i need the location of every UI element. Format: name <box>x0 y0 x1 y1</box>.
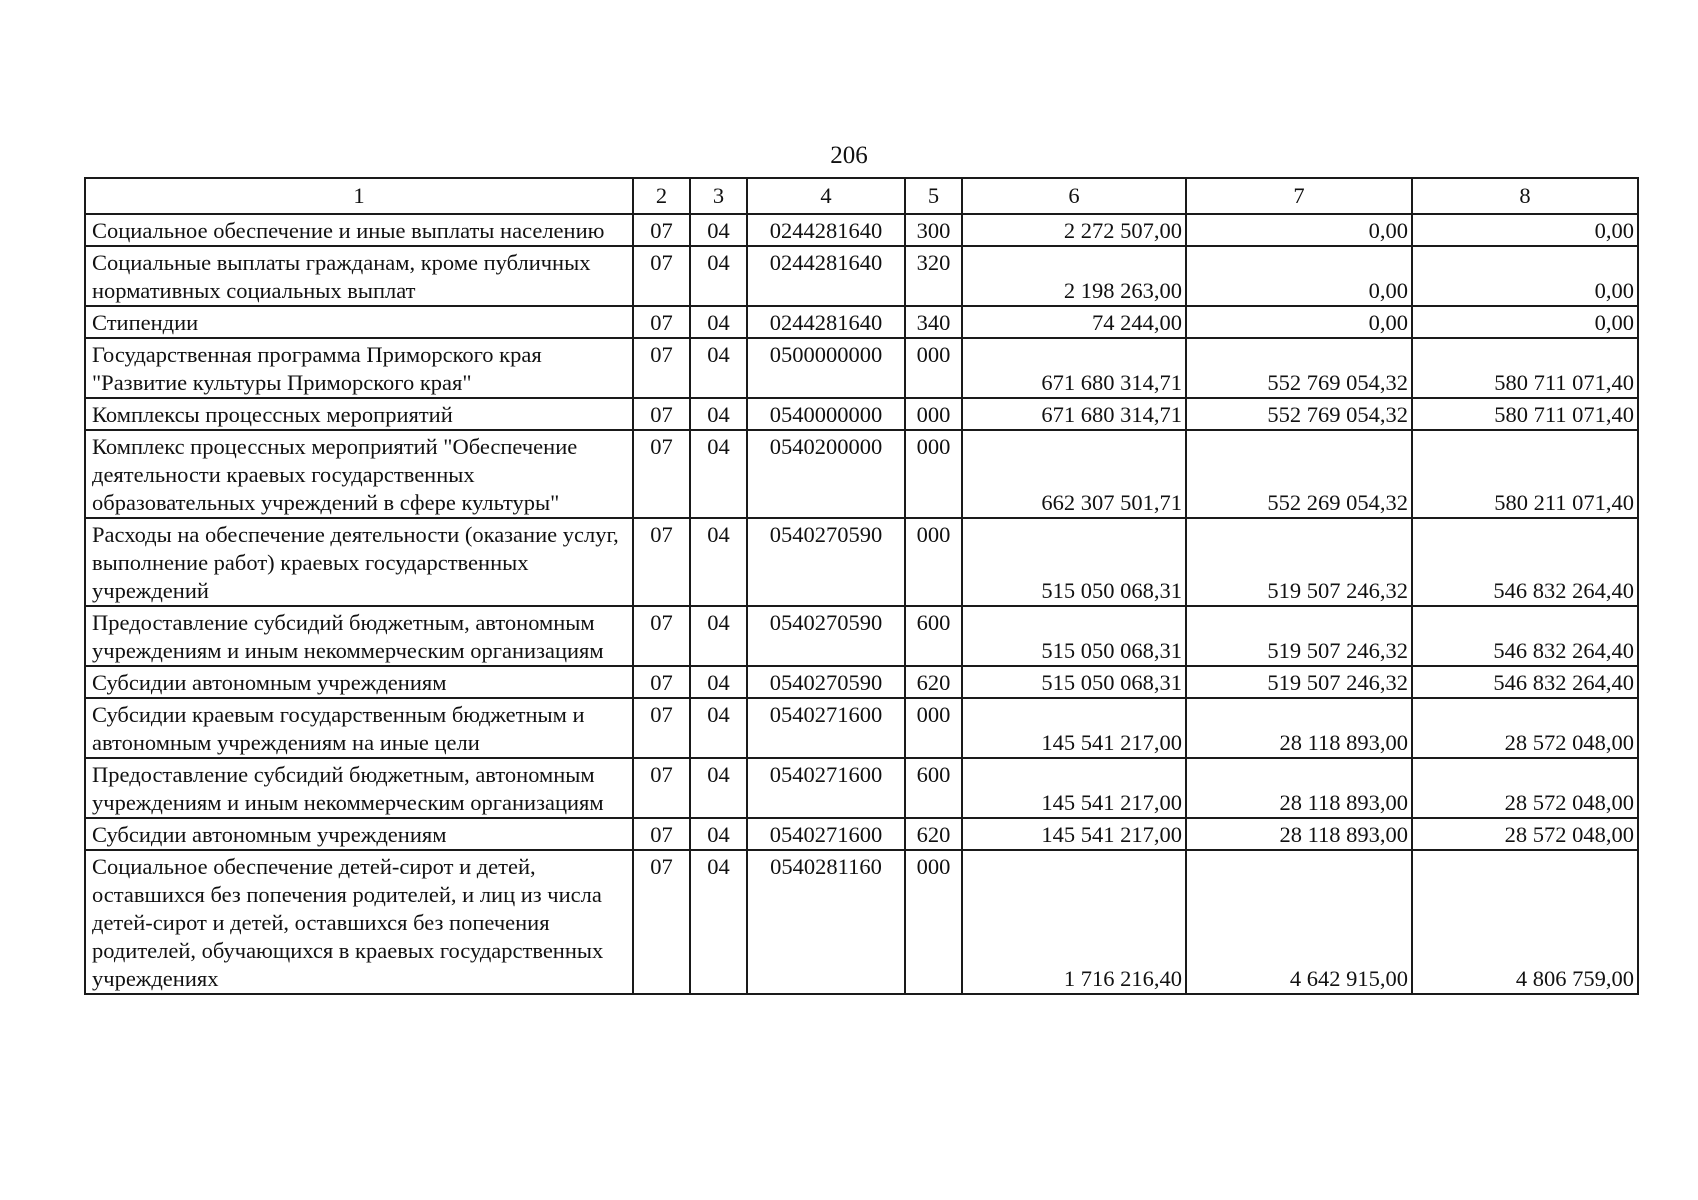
target-article-cell: 0500000000 <box>747 338 905 398</box>
target-article-cell: 0244281640 <box>747 214 905 246</box>
section-code-cell: 07 <box>633 306 690 338</box>
subsection-code-cell: 04 <box>690 818 747 850</box>
row-name-cell: Субсидии автономным учреждениям <box>85 818 633 850</box>
expense-type-cell: 000 <box>905 398 962 430</box>
expense-type-cell: 000 <box>905 518 962 606</box>
expense-type-cell: 600 <box>905 758 962 818</box>
table-row <box>85 758 1638 818</box>
table-row <box>85 698 1638 758</box>
row-name-cell: Предоставление субсидий бюджетным, автономным учреждениям и иным некоммерческим организациям <box>85 606 633 666</box>
amount-2-cell: 552 769 054,32 <box>1186 398 1412 430</box>
section-code-cell: 07 <box>633 698 690 758</box>
target-article-cell: 0540281160 <box>747 850 905 994</box>
expense-type-cell: 320 <box>905 246 962 306</box>
subsection-code-cell: 04 <box>690 338 747 398</box>
amount-2-cell: 0,00 <box>1186 306 1412 338</box>
row-name-cell: Социальные выплаты гражданам, кроме публичных нормативных социальных выплат <box>85 246 633 306</box>
amount-1-cell: 515 050 068,31 <box>962 606 1186 666</box>
row-name-cell: Социальное обеспечение детей-сирот и детей, оставшихся без попечения родителей, и лиц из числа детей-сирот и детей, оставшихся без попечения родителей, обучающихся в краевых государственных учреждениях <box>85 850 633 994</box>
amount-3-cell: 580 711 071,40 <box>1412 398 1638 430</box>
section-code-cell: 07 <box>633 338 690 398</box>
amount-1-cell: 671 680 314,71 <box>962 338 1186 398</box>
subsection-code-cell: 04 <box>690 306 747 338</box>
amount-3-cell: 28 572 048,00 <box>1412 818 1638 850</box>
table-row <box>85 430 1638 518</box>
table-row <box>85 398 1638 430</box>
table-row <box>85 246 1638 306</box>
amount-2-cell: 519 507 246,32 <box>1186 518 1412 606</box>
subsection-code-cell: 04 <box>690 666 747 698</box>
amount-2-cell: 4 642 915,00 <box>1186 850 1412 994</box>
amount-3-cell: 580 211 071,40 <box>1412 430 1638 518</box>
table-row <box>85 818 1638 850</box>
expense-type-cell: 000 <box>905 430 962 518</box>
expense-type-cell: 340 <box>905 306 962 338</box>
expense-type-cell: 000 <box>905 698 962 758</box>
amount-2-cell: 552 769 054,32 <box>1186 338 1412 398</box>
amount-1-cell: 145 541 217,00 <box>962 758 1186 818</box>
amount-2-cell: 28 118 893,00 <box>1186 758 1412 818</box>
row-name-cell: Комплексы процессных мероприятий <box>85 398 633 430</box>
column-header-name: 1 <box>85 178 633 214</box>
expense-type-cell: 620 <box>905 666 962 698</box>
subsection-code-cell: 04 <box>690 430 747 518</box>
target-article-cell: 0540271600 <box>747 818 905 850</box>
amount-1-cell: 2 272 507,00 <box>962 214 1186 246</box>
section-code-cell: 07 <box>633 214 690 246</box>
amount-3-cell: 4 806 759,00 <box>1412 850 1638 994</box>
subsection-code-cell: 04 <box>690 214 747 246</box>
amount-1-cell: 145 541 217,00 <box>962 818 1186 850</box>
column-header-amount-3: 8 <box>1412 178 1638 214</box>
amount-2-cell: 28 118 893,00 <box>1186 818 1412 850</box>
row-name-cell: Комплекс процессных мероприятий "Обеспечение деятельности краевых государственных образовательных учреждений в сфере культуры" <box>85 430 633 518</box>
table-row <box>85 306 1638 338</box>
row-name-cell: Расходы на обеспечение деятельности (оказание услуг, выполнение работ) краевых государственных учреждений <box>85 518 633 606</box>
expense-type-cell: 600 <box>905 606 962 666</box>
subsection-code-cell: 04 <box>690 518 747 606</box>
amount-1-cell: 515 050 068,31 <box>962 666 1186 698</box>
table-body <box>85 214 1638 994</box>
amount-3-cell: 546 832 264,40 <box>1412 666 1638 698</box>
table-row <box>85 338 1638 398</box>
column-header-amount-2: 7 <box>1186 178 1412 214</box>
section-code-cell: 07 <box>633 246 690 306</box>
amount-1-cell: 1 716 216,40 <box>962 850 1186 994</box>
section-code-cell: 07 <box>633 666 690 698</box>
table-row <box>85 214 1638 246</box>
row-name-cell: Субсидии краевым государственным бюджетным и автономным учреждениям на иные цели <box>85 698 633 758</box>
row-name-cell: Социальное обеспечение и иные выплаты населению <box>85 214 633 246</box>
expense-type-cell: 000 <box>905 338 962 398</box>
expense-type-cell: 620 <box>905 818 962 850</box>
amount-3-cell: 546 832 264,40 <box>1412 606 1638 666</box>
target-article-cell: 0540271600 <box>747 758 905 818</box>
table-row <box>85 850 1638 994</box>
amount-1-cell: 74 244,00 <box>962 306 1186 338</box>
section-code-cell: 07 <box>633 518 690 606</box>
amount-3-cell: 580 711 071,40 <box>1412 338 1638 398</box>
amount-2-cell: 0,00 <box>1186 246 1412 306</box>
budget-table <box>84 177 1639 995</box>
target-article-cell: 0540270590 <box>747 606 905 666</box>
row-name-cell: Стипендии <box>85 306 633 338</box>
amount-2-cell: 552 269 054,32 <box>1186 430 1412 518</box>
column-number-row <box>85 178 1638 214</box>
section-code-cell: 07 <box>633 430 690 518</box>
subsection-code-cell: 04 <box>690 698 747 758</box>
amount-2-cell: 28 118 893,00 <box>1186 698 1412 758</box>
target-article-cell: 0244281640 <box>747 246 905 306</box>
amount-1-cell: 2 198 263,00 <box>962 246 1186 306</box>
section-code-cell: 07 <box>633 398 690 430</box>
subsection-code-cell: 04 <box>690 246 747 306</box>
target-article-cell: 0540270590 <box>747 518 905 606</box>
section-code-cell: 07 <box>633 850 690 994</box>
subsection-code-cell: 04 <box>690 850 747 994</box>
column-header-expense-type: 5 <box>905 178 962 214</box>
target-article-cell: 0540271600 <box>747 698 905 758</box>
amount-1-cell: 515 050 068,31 <box>962 518 1186 606</box>
expense-type-cell: 300 <box>905 214 962 246</box>
page-number: 206 <box>830 142 868 169</box>
amount-3-cell: 546 832 264,40 <box>1412 518 1638 606</box>
table-row <box>85 518 1638 606</box>
column-header-target-article: 4 <box>747 178 905 214</box>
amount-1-cell: 145 541 217,00 <box>962 698 1186 758</box>
table-row <box>85 666 1638 698</box>
section-code-cell: 07 <box>633 818 690 850</box>
target-article-cell: 0244281640 <box>747 306 905 338</box>
expense-type-cell: 000 <box>905 850 962 994</box>
column-header-section: 2 <box>633 178 690 214</box>
amount-3-cell: 0,00 <box>1412 214 1638 246</box>
amount-1-cell: 662 307 501,71 <box>962 430 1186 518</box>
section-code-cell: 07 <box>633 758 690 818</box>
row-name-cell: Субсидии автономным учреждениям <box>85 666 633 698</box>
column-header-subsection: 3 <box>690 178 747 214</box>
row-name-cell: Государственная программа Приморского края "Развитие культуры Приморского края" <box>85 338 633 398</box>
subsection-code-cell: 04 <box>690 758 747 818</box>
amount-3-cell: 28 572 048,00 <box>1412 698 1638 758</box>
subsection-code-cell: 04 <box>690 606 747 666</box>
section-code-cell: 07 <box>633 606 690 666</box>
amount-2-cell: 519 507 246,32 <box>1186 666 1412 698</box>
amount-3-cell: 0,00 <box>1412 246 1638 306</box>
subsection-code-cell: 04 <box>690 398 747 430</box>
amount-3-cell: 28 572 048,00 <box>1412 758 1638 818</box>
amount-2-cell: 0,00 <box>1186 214 1412 246</box>
column-header-amount-1: 6 <box>962 178 1186 214</box>
table-row <box>85 606 1638 666</box>
row-name-cell: Предоставление субсидий бюджетным, автономным учреждениям и иным некоммерческим организациям <box>85 758 633 818</box>
target-article-cell: 0540000000 <box>747 398 905 430</box>
amount-1-cell: 671 680 314,71 <box>962 398 1186 430</box>
target-article-cell: 0540270590 <box>747 666 905 698</box>
target-article-cell: 0540200000 <box>747 430 905 518</box>
amount-3-cell: 0,00 <box>1412 306 1638 338</box>
amount-2-cell: 519 507 246,32 <box>1186 606 1412 666</box>
